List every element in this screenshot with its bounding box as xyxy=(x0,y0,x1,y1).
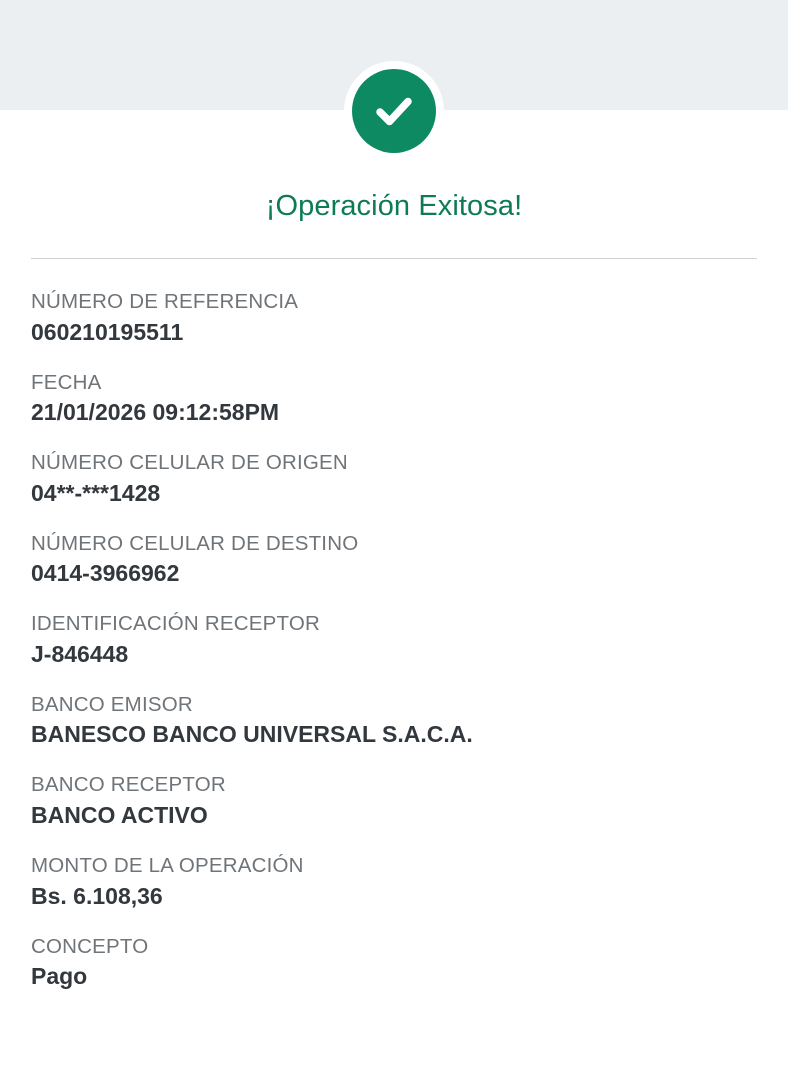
check-circle-icon xyxy=(352,69,436,153)
list-item xyxy=(31,530,757,590)
list-item xyxy=(31,852,757,912)
field-value: 21/01/2026 09:12:58PM xyxy=(31,399,280,426)
status-badge xyxy=(0,61,788,161)
list-item xyxy=(31,771,757,831)
field-value: Bs. 6.108,36 xyxy=(31,882,163,909)
list-item xyxy=(31,449,757,509)
field-label: CONCEPTO xyxy=(31,934,149,958)
field-label: NÚMERO DE REFERENCIA xyxy=(31,290,299,313)
field-value: BANCO ACTIVO xyxy=(31,802,208,829)
list-item xyxy=(31,369,757,429)
field-value: BANESCO BANCO UNIVERSAL S.A.C.A. xyxy=(31,721,473,748)
list-item xyxy=(31,610,757,670)
list-item xyxy=(31,933,757,993)
field-label: NÚMERO CELULAR DE DESTINO xyxy=(31,531,359,555)
receipt-details xyxy=(31,288,757,1013)
badge-ring xyxy=(344,61,444,161)
field-label: FECHA xyxy=(31,370,102,394)
field-label: BANCO EMISOR xyxy=(31,692,193,716)
field-value: 0414-3966962 xyxy=(31,560,180,587)
field-label: MONTO DE LA OPERACIÓN xyxy=(31,853,304,877)
field-label: BANCO RECEPTOR xyxy=(31,773,226,797)
field-value: 060210195511 xyxy=(31,318,184,345)
list-item xyxy=(31,691,757,751)
field-value: Pago xyxy=(31,963,88,990)
page-title: ¡Operación Exitosa! xyxy=(265,190,523,222)
field-label: NÚMERO CELULAR DE ORIGEN xyxy=(31,451,348,475)
field-label: IDENTIFICACIÓN RECEPTOR xyxy=(31,612,320,636)
divider xyxy=(31,258,757,259)
field-value: 04**-***1428 xyxy=(31,479,161,506)
list-item xyxy=(31,288,757,348)
field-value: J-846448 xyxy=(31,640,129,667)
